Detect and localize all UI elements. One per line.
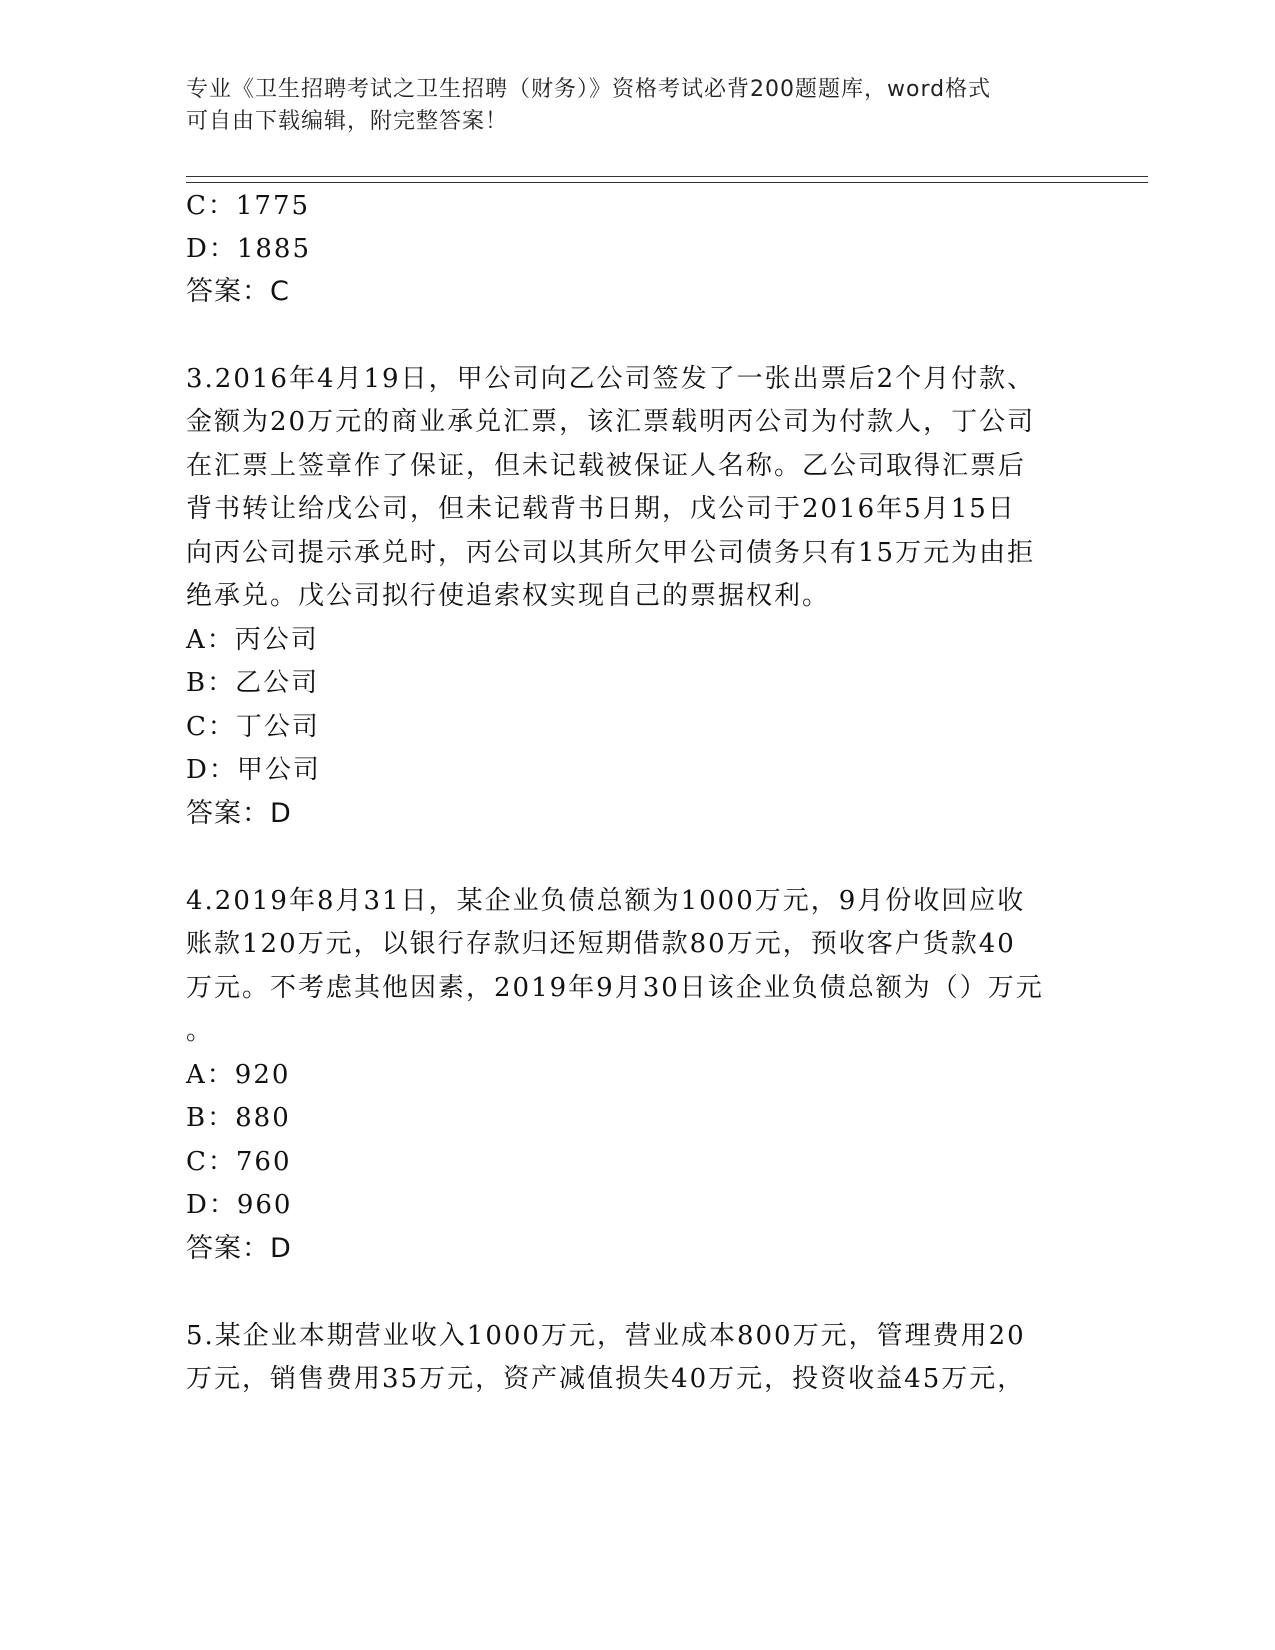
q4-option-a: A：920 [186, 1060, 291, 1090]
q5-stem-line: 万元，销售费用35万元，资产减值损失40万元，投资收益45万元， [186, 1364, 1026, 1394]
q3-stem-line: 背书转让给戊公司，但未记载背书日期，戊公司于2016年5月15日 [186, 494, 1016, 524]
q3-stem-line: 向丙公司提示承兑时，丙公司以其所欠甲公司债务只有15万元为由拒 [186, 538, 1036, 568]
q4-option-b: B：880 [186, 1103, 291, 1133]
q3-stem-line: 金额为20万元的商业承兑汇票，该汇票载明丙公司为付款人，丁公司 [186, 407, 1036, 437]
q3-option-a: A：丙公司 [186, 625, 319, 655]
q3-stem-line: 绝承兑。戊公司拟行使追索权实现自己的票据权利。 [186, 581, 831, 611]
q2-option-c: C：1775 [186, 191, 311, 221]
q3-stem-line: 在汇票上签章作了保证，但未记载被保证人名称。乙公司取得汇票后 [186, 451, 1027, 481]
q2-option-d: D：1885 [186, 234, 312, 264]
q4-stem-line: 4.2019年8月31日，某企业负债总额为1000万元，9月份收回应收 [186, 886, 1026, 916]
q3-option-c: C：丁公司 [186, 712, 320, 742]
q4-stem-line: 账款120万元，以银行存款归还短期借款80万元，预收客户货款40 [186, 929, 1016, 959]
document-header [186, 74, 1076, 138]
header-title-line-2: 可自由下载编辑，附完整答案！ [186, 109, 509, 134]
header-divider-top [186, 176, 1148, 177]
header-divider-bottom [186, 182, 1148, 183]
q3-option-d: D：甲公司 [186, 755, 321, 785]
q3-option-b: B：乙公司 [186, 668, 320, 698]
q4-option-c: C：760 [186, 1147, 292, 1177]
q3-stem-line: 3.2016年4月19日，甲公司向乙公司签发了一张出票后2个月付款、 [186, 364, 1036, 394]
q3-answer: 答案：D [186, 798, 292, 829]
q4-stem-line: 万元。不考虑其他因素，2019年9月30日该企业负债总额为（）万元 [186, 973, 1044, 1003]
q4-answer: 答案：D [186, 1233, 292, 1264]
q4-stem-line: 。 [186, 1016, 215, 1046]
q2-answer: 答案：C [186, 276, 290, 307]
q5-stem-line: 5.某企业本期营业收入1000万元，营业成本800万元，管理费用20 [186, 1321, 1026, 1351]
header-title-line-1: 专业《卫生招聘考试之卫生招聘（财务）》资格考试必背200题题库，word格式 [186, 77, 992, 102]
q4-option-d: D：960 [186, 1190, 293, 1220]
